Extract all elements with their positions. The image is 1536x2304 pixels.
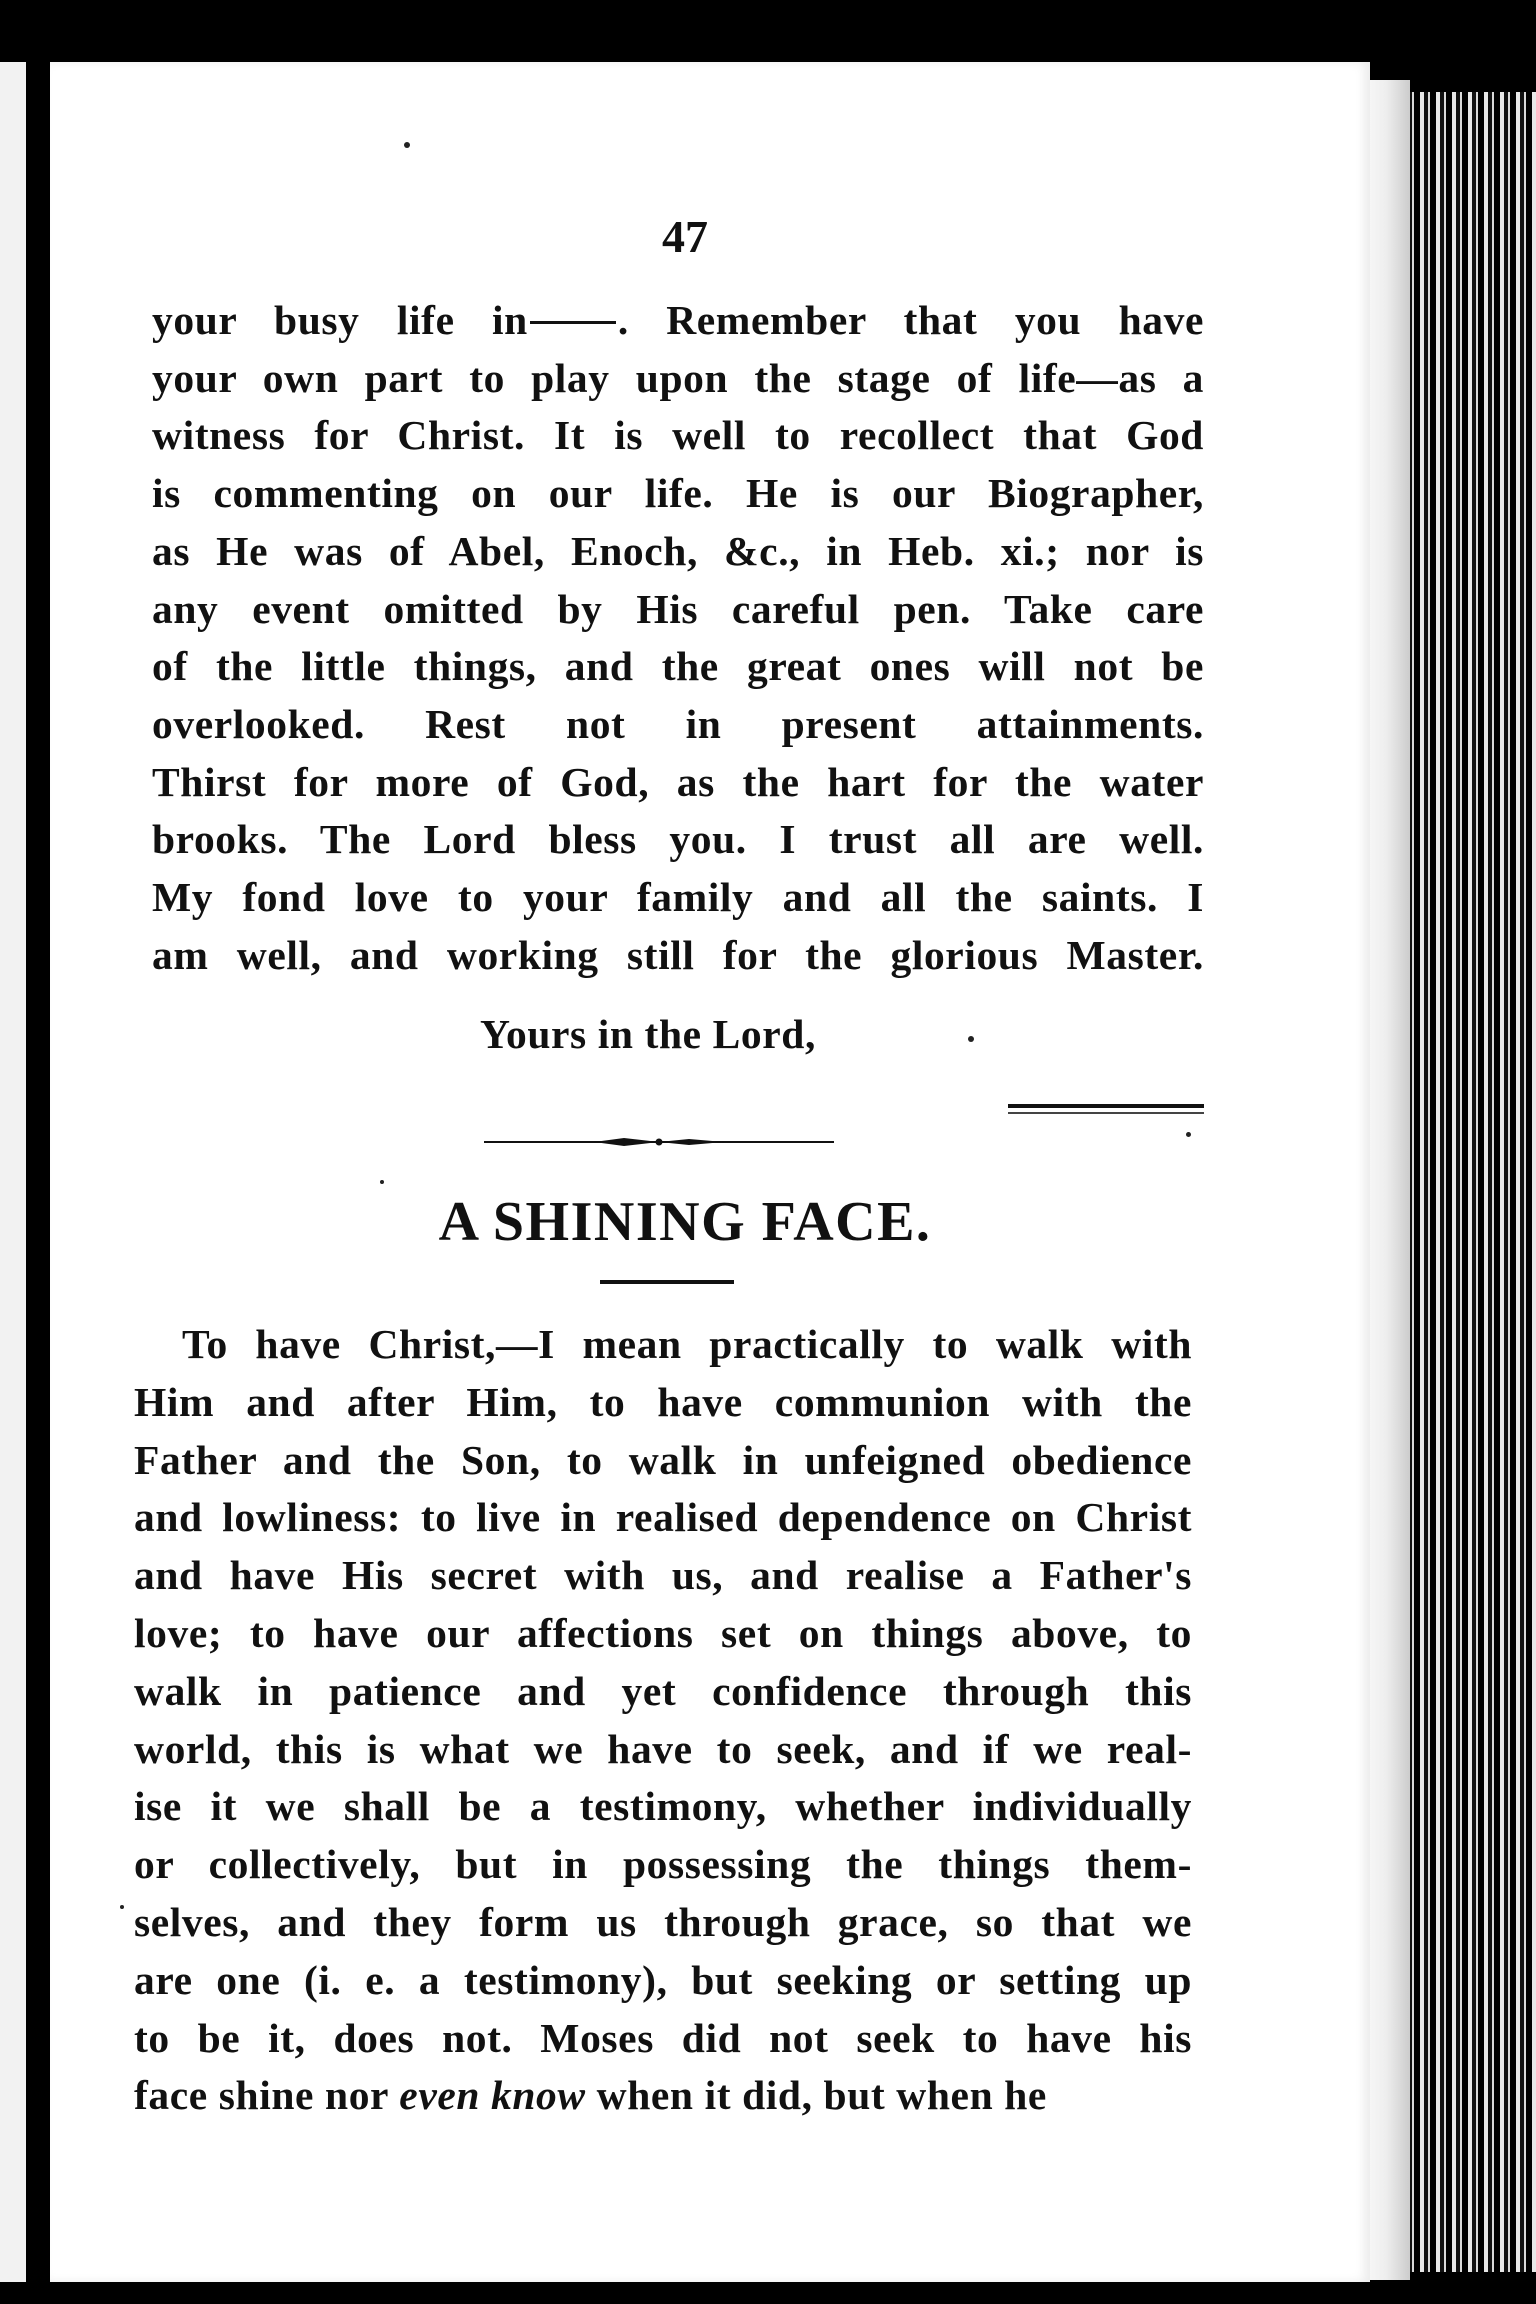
letter-line-end: . Remember that you have [617,297,1205,343]
body-line: walk in patience and yet confidence through this [134,1667,1192,1714]
letter-paragraph [152,292,1204,984]
section-divider-ornament [484,1136,834,1148]
body-line [134,2067,1192,2125]
scan-speck [120,1905,124,1909]
letter-line: overlooked. Rest not in present attainments. [152,700,1204,747]
signature-rule-thin [1008,1112,1204,1114]
body-line: Him and after Him, to have communion with the [134,1378,1192,1425]
body-line: love; to have our affections set on things above, to [134,1609,1192,1656]
letter-line-start: your busy life in [152,297,528,343]
section-title: A SHINING FACE. [438,1191,932,1253]
body-line: Father and the Son, to walk in unfeigned obedience [134,1436,1192,1483]
letter-line: any event omitted by His careful pen. Take care [152,585,1204,632]
body-line-start: face shine nor [134,2072,400,2119]
scan-speck [968,1036,974,1042]
italic-emphasis: even know [399,2072,586,2119]
section-paragraph [134,1316,1192,2125]
letter-line: brooks. The Lord bless you. I trust all are well. [152,816,1204,863]
body-line: or collectively, but in possessing the things them- [134,1841,1192,1888]
letter-line: am well, and working still for the glorious Master. [152,931,1204,978]
letter-line: of the little things, and the great ones will not be [152,643,1204,690]
signature-rule [1008,1104,1204,1108]
scan-speck [380,1180,384,1184]
name-omitted-dash [530,321,616,324]
body-line: ise it we shall be a testimony, whether individually [134,1783,1192,1830]
letter-closing: Yours in the Lord, [480,1011,816,1057]
scan-speck [1186,1132,1191,1137]
body-line: selves, and they form us through grace, so that we [134,1898,1192,1945]
body-line: world, this is what we have to seek, and if we real- [134,1725,1192,1772]
letter-line: as He was of Abel, Enoch, &c., in Heb. xi.; nor is [152,527,1204,574]
page-number: 47 [662,211,708,262]
body-line: and have His secret with us, and realise a Father's [134,1552,1192,1599]
letter-line: your own part to play upon the stage of life—as a [152,354,1204,401]
letter-line: My fond love to your family and all the saints. I [152,874,1204,921]
letter-line [152,292,1204,350]
body-line: and lowliness: to live in realised dependence on Christ [134,1494,1192,1541]
letter-line: witness for Christ. It is well to recollect that God [152,412,1204,459]
left-page-edge [0,62,26,2282]
body-line: are one (i. e. a testimony), but seeking or setting up [134,1956,1192,2003]
body-line-end: when it did, but when he [585,2072,1047,2119]
letter-line: Thirst for more of God, as the hart for the water [152,758,1204,805]
scan-speck [404,142,410,148]
body-line: to be it, does not. Moses did not seek to have his [134,2014,1192,2061]
body-line: To have Christ,—I mean practically to walk with [182,1321,1192,1367]
title-underline [600,1280,734,1284]
letter-line: is commenting on our life. He is our Biographer, [152,470,1204,517]
